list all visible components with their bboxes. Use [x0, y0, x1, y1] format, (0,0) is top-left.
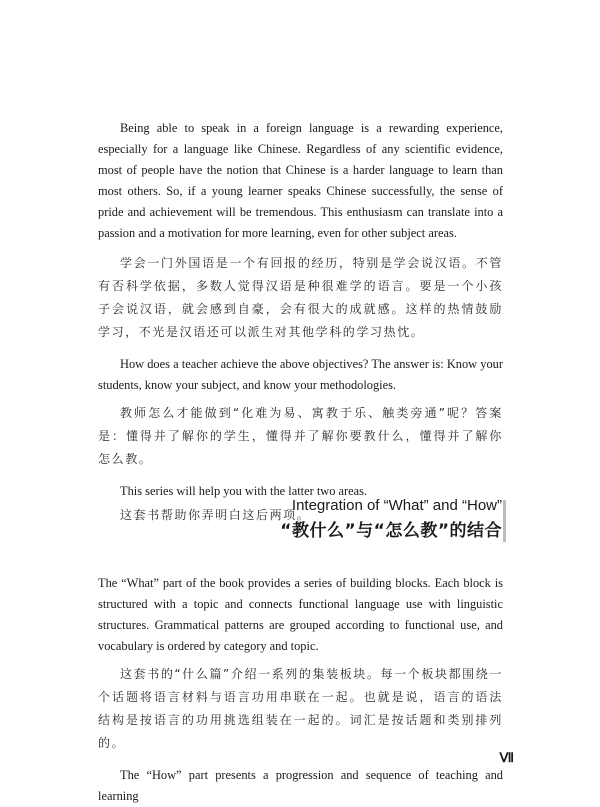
paragraph-en-1: Being able to speak in a foreign language is a rewarding experience, especially for a language like Chinese. Regardless of any scientific evidence, most of people have the notion that Chinese is a harder language to learn than most others. So, if a young learner speaks Chinese successfully, the sense of pride and achievement will be tremendous. This enthusiasm can translate into a passion and a motivation for more learning, even for other subject areas. — [98, 121, 503, 240]
section-heading-zh: “教什么”与“怎么教”的结合 — [280, 521, 502, 541]
intro-section — [98, 118, 503, 527]
paragraph-zh-1: 学会一门外国语是一个有回报的经历，特别是学会说汉语。不管有否科学依据，多数人觉得汉语是种很难学的语言。要是一个小孩子会说汉语，就会感到自豪，会有很大的成就感。这样的热情鼓励学习，不光是汉语还可以派生对其他学科的学习热忱。 — [98, 256, 503, 339]
paragraph-en-4: The “What” part of the book provides a series of building blocks. Each block is structured with a topic and connects functional language use with linguistic structures. Grammatical patterns are grouped according to functional use, and vocabulary is ordered by category and topic. — [98, 576, 503, 653]
integration-section — [98, 573, 503, 807]
paragraph-zh-3: 这套书帮助你弄明白这后两项。 — [120, 508, 311, 522]
paragraph-zh-4: 这套书的“什么篇”介绍一系列的集装板块。每一个板块都围绕一个话题将语言材料与语言功用串联在一起。也就是说，语言的语法结构是按语言的功用挑选组装在一起的。词汇是按话题和类别排列的。 — [98, 667, 503, 750]
paragraph-zh-2: 教师怎么才能做到“化难为易、寓教于乐、触类旁通”呢？答案是：懂得并了解你的学生，懂得并了解你要教什么，懂得并了解你怎么教。 — [98, 406, 503, 466]
paragraph-en-3: This series will help you with the latter two areas. — [120, 484, 368, 498]
page-number: Ⅶ — [499, 750, 514, 765]
heading-side-bar — [503, 500, 506, 542]
paragraph-en-5: The “How” part presents a progression and sequence of teaching and learning — [98, 768, 503, 803]
paragraph-en-2: How does a teacher achieve the above objectives? The answer is: Know your students, know your subject, and know your methodologies. — [98, 357, 503, 392]
section-heading — [280, 495, 502, 545]
section-heading-en: Integration of “What” and “How” — [291, 497, 502, 514]
